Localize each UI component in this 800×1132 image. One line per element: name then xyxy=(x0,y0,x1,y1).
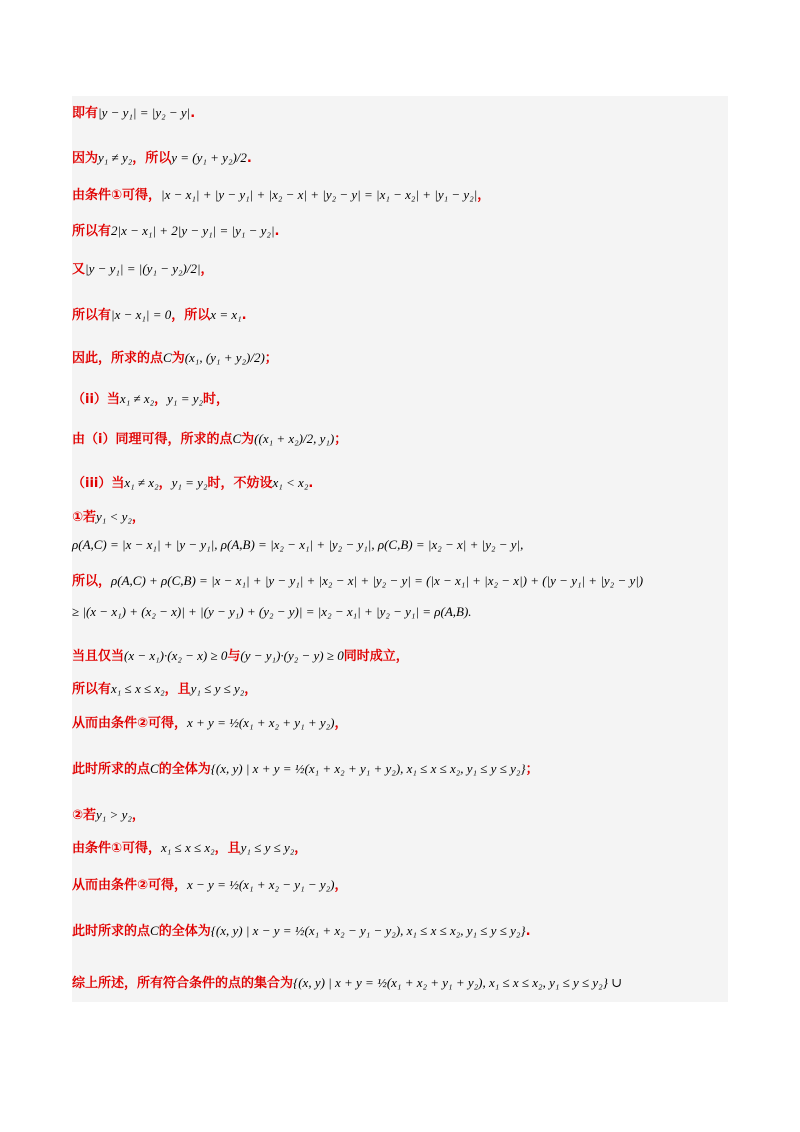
chinese-text: ，所以 xyxy=(132,151,172,166)
math-expression: x − y = ½(x₁ + x₂ − y₁ − y₂) xyxy=(187,877,335,892)
math-expression: |x − x₁| + |y − y₁| + |x₂ − x| + |y₂ − y| = |x₁ − x₂| + |y₁ − y₂| xyxy=(161,187,478,202)
solution-line xyxy=(72,258,214,277)
chinese-text: 为 xyxy=(241,432,255,447)
chinese-text: （ii）当 xyxy=(72,392,120,407)
chinese-text: 因为 xyxy=(72,151,99,166)
math-expression: x₁ ≠ x₂ xyxy=(119,391,155,406)
chinese-text: ， xyxy=(334,878,348,893)
chinese-text: ， xyxy=(244,682,258,697)
math-expression: (y − y₁)·(y₂ − y) ≥ 0 xyxy=(240,648,344,663)
math-expression: |x − x₁| = 0 xyxy=(111,307,172,322)
math-expression: x₁ < x₂ xyxy=(272,475,309,490)
solution-line xyxy=(72,388,229,407)
chinese-text: 又 xyxy=(72,262,86,277)
solution-line xyxy=(72,184,490,203)
chinese-text: 与 xyxy=(227,649,241,664)
math-expression: y₁ ≤ y ≤ y₂ xyxy=(190,681,245,696)
math-expression: y₁ = y₂ xyxy=(167,391,204,406)
solution-line xyxy=(72,874,348,893)
solution-line xyxy=(72,537,523,553)
chinese-text: 即有 xyxy=(72,106,99,121)
chinese-text: 从而由条件②可得， xyxy=(72,878,188,893)
chinese-text: 因此，所求的点 xyxy=(72,351,164,366)
math-expression: ((x₁ + x₂)/2, y₁) xyxy=(254,431,335,446)
solution-line xyxy=(72,972,622,991)
chinese-text: 所以有 xyxy=(72,224,112,239)
math-expression: y₁ ≠ y₂ xyxy=(98,150,133,165)
chinese-text: ，且 xyxy=(214,841,241,856)
chinese-text: 所以， xyxy=(72,574,112,589)
math-expression: 2|x − x₁| + 2|y − y₁| = |y₁ − y₂| xyxy=(111,223,275,238)
chinese-text: ，所以 xyxy=(171,308,211,323)
chinese-text: ， xyxy=(294,841,308,856)
math-expression: {(x, y) | x + y = ½(x₁ + x₂ + y₁ + y₂), x₁ ≤ x ≤ x₂, y₁ ≤ y ≤ y₂} ∪ xyxy=(293,975,623,990)
chinese-text: 的全体为 xyxy=(158,924,211,939)
solution-line xyxy=(72,678,257,697)
solution-line xyxy=(72,506,145,525)
chinese-text: . xyxy=(190,106,196,121)
solution-line xyxy=(72,712,348,731)
chinese-text: ， xyxy=(158,476,172,491)
chinese-text: 所以有 xyxy=(72,308,112,323)
chinese-text: ； xyxy=(525,762,539,777)
solution-line xyxy=(72,102,195,121)
chinese-text: 所以有 xyxy=(72,682,112,697)
solution-line xyxy=(72,837,307,856)
chinese-text: ； xyxy=(334,432,348,447)
chinese-text: . xyxy=(525,924,531,939)
solution-line xyxy=(72,428,347,447)
math-expression: C xyxy=(232,431,242,446)
chinese-text: ， xyxy=(131,808,145,823)
solution-line xyxy=(72,604,472,620)
solution-line xyxy=(72,347,278,366)
solution-line xyxy=(72,304,247,323)
math-expression: C xyxy=(163,350,172,365)
chinese-text: 时，不妨设 xyxy=(207,476,273,491)
chinese-text: 由条件①可得， xyxy=(72,188,162,203)
math-expression: y₁ > y₂ xyxy=(96,807,132,822)
chinese-text: 的全体为 xyxy=(158,762,211,777)
math-expression: x + y = ½(x₁ + x₂ + y₁ + y₂) xyxy=(187,715,335,730)
solution-line xyxy=(72,645,409,664)
chinese-text: . xyxy=(246,151,252,166)
chinese-text: ， xyxy=(131,510,145,525)
chinese-text: ， xyxy=(334,716,348,731)
chinese-text: 此时所求的点 xyxy=(72,924,151,939)
chinese-text: 同时成立， xyxy=(343,649,409,664)
chinese-text: 由条件①可得， xyxy=(72,841,162,856)
solution-line xyxy=(72,472,313,491)
math-expression: x₁ ≤ x ≤ x₂ xyxy=(111,681,165,696)
math-expression: y₁ = y₂ xyxy=(171,475,208,490)
chinese-text: 此时所求的点 xyxy=(72,762,151,777)
solution-line xyxy=(72,220,279,239)
chinese-text: ； xyxy=(264,351,278,366)
math-expression: (x − x₁)·(x₂ − x) ≥ 0 xyxy=(124,648,228,663)
math-expression: ≥ |(x − x₁) + (x₂ − x)| + |(y − y₁) + (y₂ − y)| = |x₂ − x₁| + |y₂ − y₁| = ρ(A,B). xyxy=(72,604,472,619)
chinese-text: ， xyxy=(200,262,214,277)
chinese-text: . xyxy=(308,476,314,491)
math-expression: ρ(A,C) + ρ(C,B) = |x − x₁| + |y − y₁| + |x₂ − x| + |y₂ − y| = (|x − x₁| + |x₂ − x|) + (|y − y₁| + |y₂ − y|) xyxy=(111,573,644,588)
chinese-text: ，且 xyxy=(164,682,191,697)
solution-line xyxy=(72,147,252,166)
chinese-text: 综上所述，所有符合条件的点的集合为 xyxy=(72,976,294,991)
math-expression: |y − y₁| = |y₂ − y| xyxy=(98,105,191,120)
chinese-text: 由（i）同理可得，所求的点 xyxy=(72,432,233,447)
math-expression: (x₁, (y₁ + y₂)/2) xyxy=(184,350,265,365)
chinese-text: . xyxy=(274,224,280,239)
chinese-text: ②若 xyxy=(72,808,97,823)
math-expression: C xyxy=(150,923,159,938)
math-expression: |y − y₁| = |(y₁ − y₂)/2| xyxy=(85,261,201,276)
chinese-text: 为 xyxy=(171,351,185,366)
math-expression: ρ(A,C) = |x − x₁| + |y − y₁|, ρ(A,B) = |x₂ − x₁| + |y₂ − y₁|, ρ(C,B) = |x₂ − x| + |y₂ − y|, xyxy=(72,537,524,552)
math-expression: y₁ ≤ y ≤ y₂ xyxy=(240,840,295,855)
chinese-text: . xyxy=(241,308,247,323)
solution-line xyxy=(72,804,145,823)
math-expression: y₁ < y₂ xyxy=(96,509,132,524)
math-expression: y = (y₁ + y₂)/2 xyxy=(171,150,247,165)
solution-line xyxy=(72,570,643,589)
chinese-text: ， xyxy=(154,392,168,407)
math-expression: x = x₁ xyxy=(210,307,242,322)
chinese-text: （iii）当 xyxy=(72,476,125,491)
math-expression: x₁ ≠ x₂ xyxy=(124,475,159,490)
chinese-text: 从而由条件②可得， xyxy=(72,716,188,731)
math-expression: {(x, y) | x + y = ½(x₁ + x₂ + y₁ + y₂), x₁ ≤ x ≤ x₂, y₁ ≤ y ≤ y₂} xyxy=(210,761,526,776)
chinese-text: 当且仅当 xyxy=(72,649,125,664)
solution-line xyxy=(72,758,539,777)
chinese-text: ①若 xyxy=(72,510,97,525)
math-expression: x₁ ≤ x ≤ x₂ xyxy=(161,840,215,855)
math-expression: {(x, y) | x − y = ½(x₁ + x₂ − y₁ − y₂), x₁ ≤ x ≤ x₂, y₁ ≤ y ≤ y₂} xyxy=(210,923,526,938)
solution-line xyxy=(72,920,531,939)
chinese-text: 时， xyxy=(203,392,230,407)
math-expression: C xyxy=(150,761,159,776)
chinese-text: ， xyxy=(477,188,491,203)
